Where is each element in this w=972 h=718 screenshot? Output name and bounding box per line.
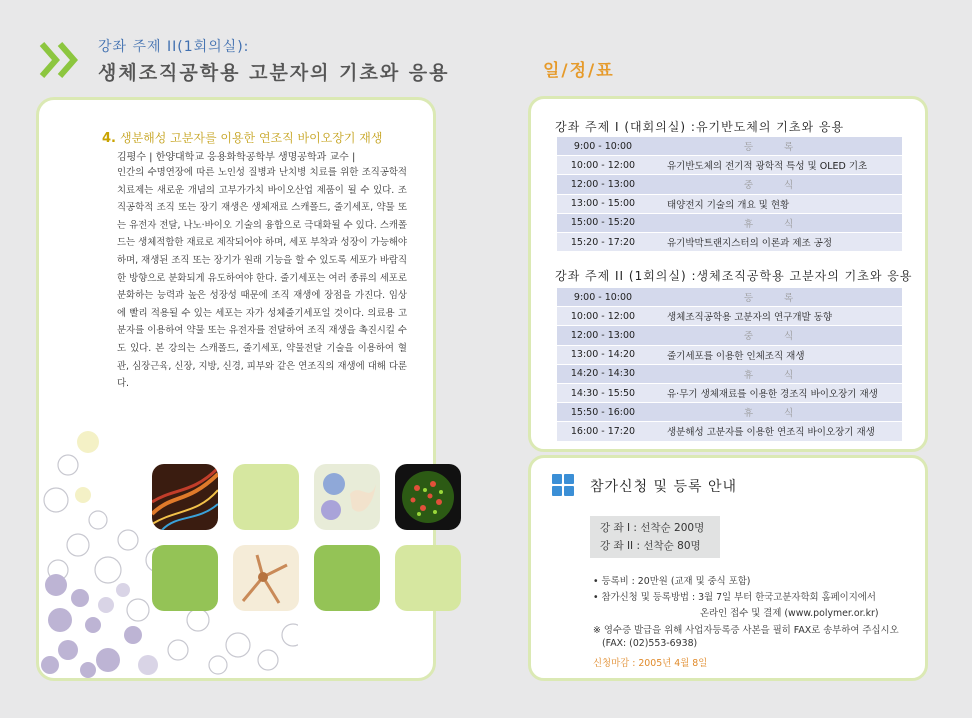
schedule1-heading: 강좌 주제 I (대회의실) :유기반도체의 기초와 응용 xyxy=(555,120,845,134)
schedule-row xyxy=(557,175,902,194)
schedule2-table xyxy=(557,288,902,442)
lecture-title-text: 생분해성 고분자를 이용한 연조직 바이오장기 재생 xyxy=(119,131,383,145)
tissue-image-2 xyxy=(314,464,380,530)
green-tile xyxy=(395,545,461,611)
schedule-description: 태양전지 기술의 개요 및 현황 xyxy=(649,194,902,213)
schedule2-heading: 강좌 주제 II (1회의실) :생체조직공학용 고분자의 기초와 응용 xyxy=(555,269,913,283)
schedule-description: 중 식 xyxy=(649,175,902,194)
schedule-description: 생체조직공학용 고분자의 연구개발 동향 xyxy=(649,307,902,326)
schedule-time: 12:00 - 13:00 xyxy=(557,326,649,345)
schedule-row xyxy=(557,345,902,364)
lecture-abstract: 인간의 수명연장에 따른 노인성 질병과 난치병 치료를 위한 조직공학적 치료제는 새로운 개념의 고부가가치 바이오산업 제품이 될 수 있다. 조직공학적 조직 또는 장기 재생은 생체재료 스캐폴드, 줄기세포, 약물 또는 유전자 전달, 나노·바이오 기술의 융합으로 극대화될 수 있다. 스캐폴드는 생체적합한 재료로 제작되어야 하며, 세포 부착과 성장이 가능해야 하며, 재생된 조직 또는 장기가 원래 기능을 할 수 있도록 세포가 바람직한 방향으로 분화되게 유도하여야 한다. 줄기세포는 여러 종류의 세포로 분화하는 능력과 높은 성장성 때문에 조직 재생에 장점을 가진다. 임상에 빨리 적용될 수 있는 세포는 자가 성체줄기세포일 것이다. 의료용 고분자를 이용하여 약물 또는 유전자를 전달하여 조직 재생을 촉진시킬 수도 있다. 본 강의는 스캐폴드, 줄기세포, 약물전달 기술을 이용하여 혈관, 심장근육, 신장, 지방, 신경, 피부와 같은 연조직의 재생에 대해 다룬다. xyxy=(117,167,407,390)
capacity-lecture-2: 강 좌 II : 선착순 80명 xyxy=(600,540,701,552)
registration-fax: (FAX: (02)553-6938) xyxy=(602,638,698,649)
schedule-description: 중 식 xyxy=(649,326,902,345)
green-tile xyxy=(233,464,299,530)
image-tile-grid xyxy=(152,464,462,614)
schedule-time: 15:00 - 15:20 xyxy=(557,213,649,232)
schedule-time: 10:00 - 12:00 xyxy=(557,156,649,175)
schedule-time: 13:00 - 14:20 xyxy=(557,345,649,364)
tissue-image-3 xyxy=(395,464,461,530)
schedule-description: 유·무기 생체재료를 이용한 경조직 바이오장기 재생 xyxy=(649,383,902,402)
schedule-heading: 일/정/표 xyxy=(543,61,615,81)
header-title: 생체조직공학용 고분자의 기초와 응용 xyxy=(98,62,450,84)
schedule-description: 등 록 xyxy=(649,288,902,307)
schedule-description: 휴 식 xyxy=(649,403,902,422)
schedule-row xyxy=(557,137,902,156)
schedule-time: 15:50 - 16:00 xyxy=(557,403,649,422)
header-subtitle: 강좌 주제 II(1회의실): xyxy=(98,39,250,55)
schedule1-table xyxy=(557,137,902,252)
green-tile xyxy=(314,545,380,611)
registration-method-url: 온라인 접수 및 결제 (www.polymer.or.kr) xyxy=(700,608,879,619)
schedule-description: 등 록 xyxy=(649,137,902,156)
schedule-description: 유기박막트랜지스터의 이론과 제조 공정 xyxy=(649,232,902,251)
schedule-time: 10:00 - 12:00 xyxy=(557,307,649,326)
lecture-speaker: 김평수 | 한양대학교 응용화학공학부 생명공학과 교수 | xyxy=(117,152,356,163)
schedule-row xyxy=(557,307,902,326)
lecture-title xyxy=(102,129,383,146)
schedule-row xyxy=(557,364,902,383)
schedule-time: 12:00 - 13:00 xyxy=(557,175,649,194)
schedule-row xyxy=(557,326,902,345)
lecture-number: 4. xyxy=(102,131,116,146)
registration-fee: • 등록비 : 20만원 (교재 및 중식 포함) xyxy=(593,576,751,587)
double-chevron-icon xyxy=(38,38,82,82)
schedule-row xyxy=(557,213,902,232)
schedule-time: 9:00 - 10:00 xyxy=(557,288,649,307)
schedule-description: 줄기세포를 이용한 인체조직 재생 xyxy=(649,345,902,364)
schedule-description: 휴 식 xyxy=(649,213,902,232)
capacity-lecture-1: 강 좌 I : 선착순 200명 xyxy=(600,522,705,534)
schedule-time: 14:30 - 15:50 xyxy=(557,383,649,402)
tissue-image-1 xyxy=(152,464,218,530)
schedule-row xyxy=(557,403,902,422)
schedule-time: 15:20 - 17:20 xyxy=(557,232,649,251)
green-tile xyxy=(152,545,218,611)
capacity-box xyxy=(590,516,720,558)
registration-note: ※ 영수증 발급을 위해 사업자등록증 사본을 필히 FAX로 송부하여 주십시오 xyxy=(593,625,899,636)
schedule-row xyxy=(557,288,902,307)
schedule-time: 13:00 - 15:00 xyxy=(557,194,649,213)
registration-method: • 참가신청 및 등록방법 : 3월 7일 부터 한국고분자학회 홈페이지에서 xyxy=(593,592,876,603)
tissue-image-4 xyxy=(233,545,299,611)
schedule-row xyxy=(557,383,902,402)
schedule-row xyxy=(557,156,902,175)
schedule-description: 휴 식 xyxy=(649,364,902,383)
registration-deadline: 신청마감 : 2005년 4월 8일 xyxy=(593,658,708,669)
schedule-time: 14:20 - 14:30 xyxy=(557,364,649,383)
schedule-description: 생분해성 고분자를 이용한 연조직 바이오장기 재생 xyxy=(649,422,902,441)
schedule-time: 9:00 - 10:00 xyxy=(557,137,649,156)
schedule-time: 16:00 - 17:20 xyxy=(557,422,649,441)
schedule-description: 유기반도체의 전기적 광학적 특성 및 OLED 기초 xyxy=(649,156,902,175)
grid-squares-icon xyxy=(552,474,574,496)
schedule-row xyxy=(557,422,902,441)
registration-title: 참가신청 및 등록 안내 xyxy=(590,479,738,495)
schedule-row xyxy=(557,194,902,213)
schedule-row xyxy=(557,232,902,251)
